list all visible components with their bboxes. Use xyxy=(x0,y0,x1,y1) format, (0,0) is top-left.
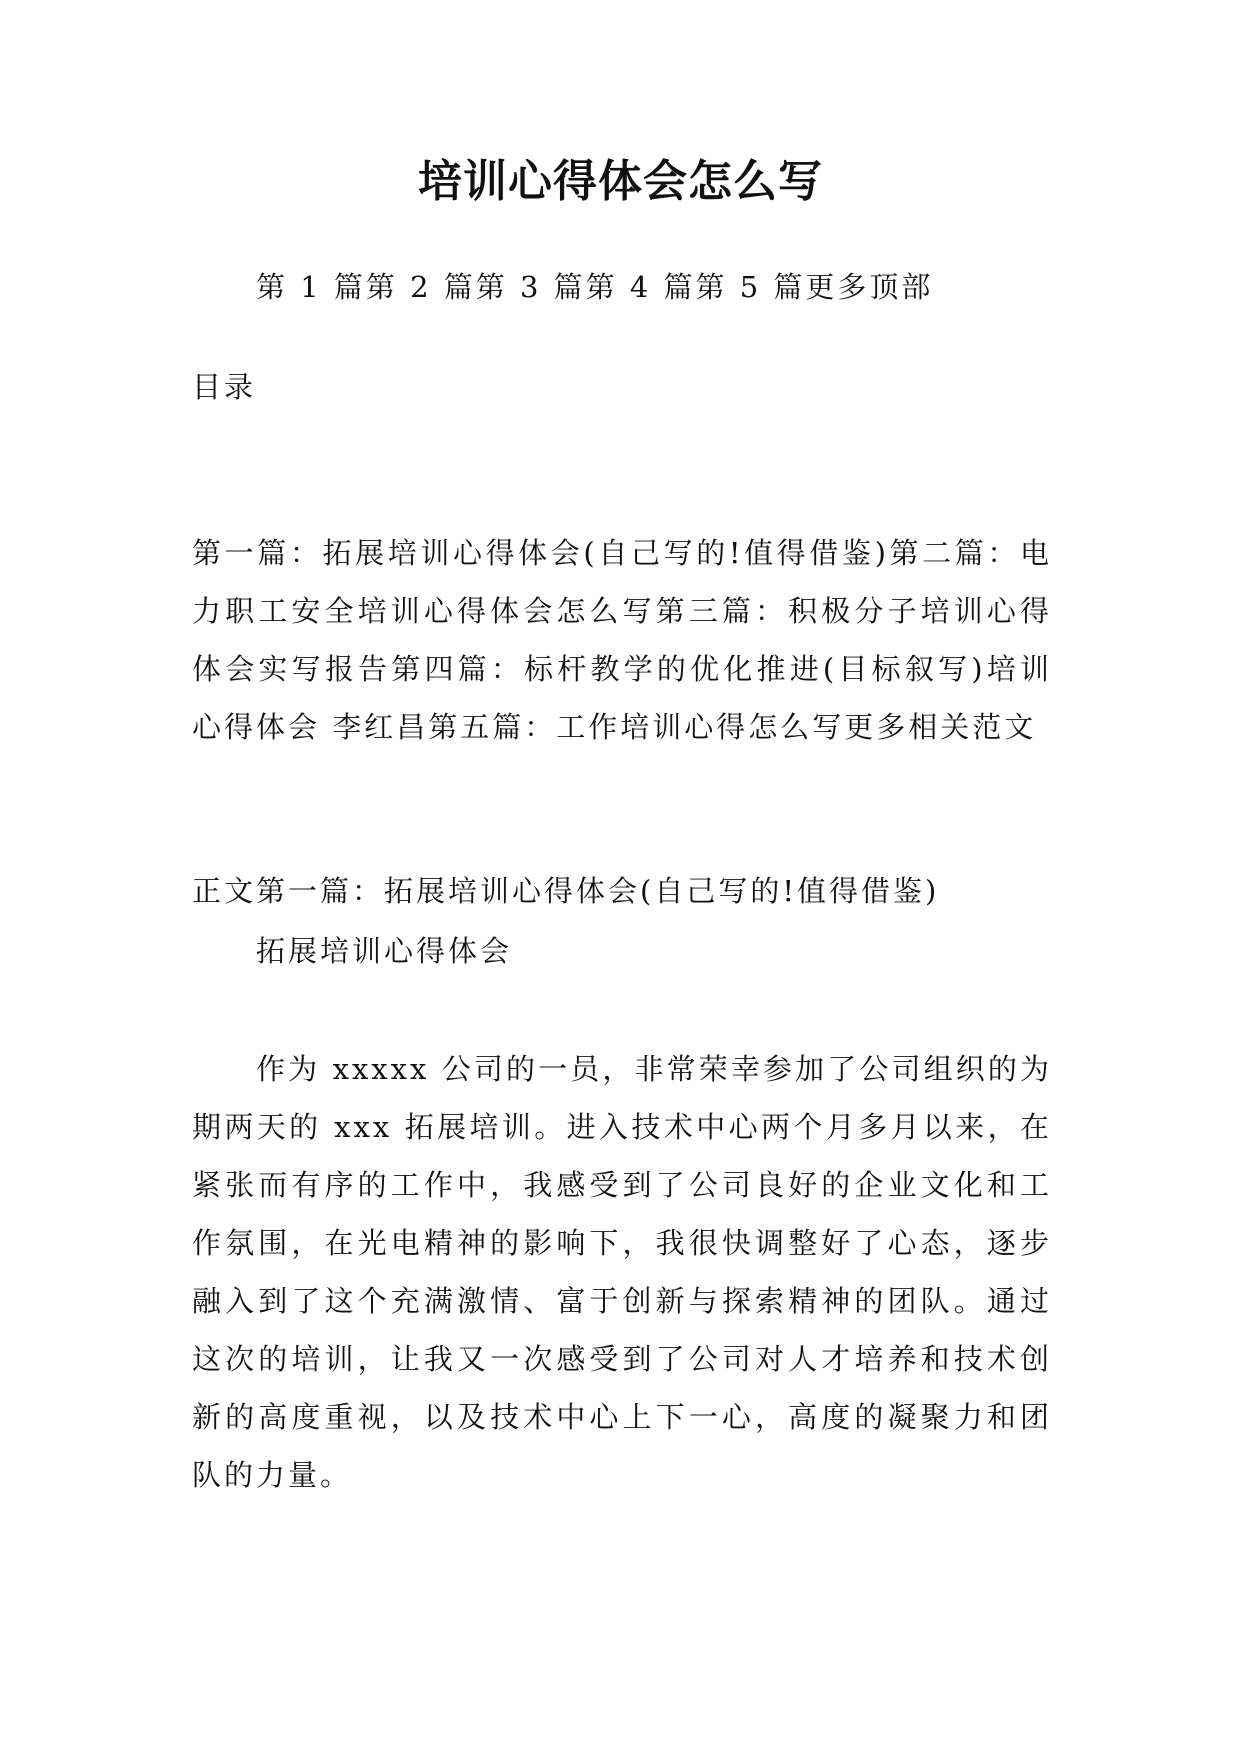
chapter-navigation: 第 1 篇第 2 篇第 3 篇第 4 篇第 5 篇更多顶部 xyxy=(256,270,934,304)
body-paragraph: 作为 xxxxx 公司的一员，非常荣幸参加了公司组织的为期两天的 xxx 拓展培训。进入技术中心两个月多月以来，在紧张而有序的工作中，我感受到了公司良好的企业文化和工作氛围，在光电精神的影响下，我很快调整好了心态，逐步融入到了这个充满激情、富于创新与探索精神的团队。通过这次的培训，让我又一次感受到了公司对人才培养和技术创新的高度重视，以及技术中心上下一心，高度的凝聚力和团队的力量。 xyxy=(192,1052,1052,1492)
toc-heading: 目录 xyxy=(192,370,257,404)
section-heading: 正文第一篇：拓展培训心得体会(自己写的!值得借鉴) xyxy=(192,874,940,908)
document-title: 培训心得体会怎么写 xyxy=(418,156,823,207)
section-subtitle: 拓展培训心得体会 xyxy=(256,934,513,968)
toc-body: 第一篇：拓展培训心得体会(自己写的!值得借鉴)第二篇：电力职工安全培训心得体会怎么写第三篇：积极分子培训心得体会实写报告第四篇：标杆教学的优化推进(目标叙写)培训心得体会 李红昌第五篇：工作培训心得怎么写更多相关范文 xyxy=(192,536,1052,744)
